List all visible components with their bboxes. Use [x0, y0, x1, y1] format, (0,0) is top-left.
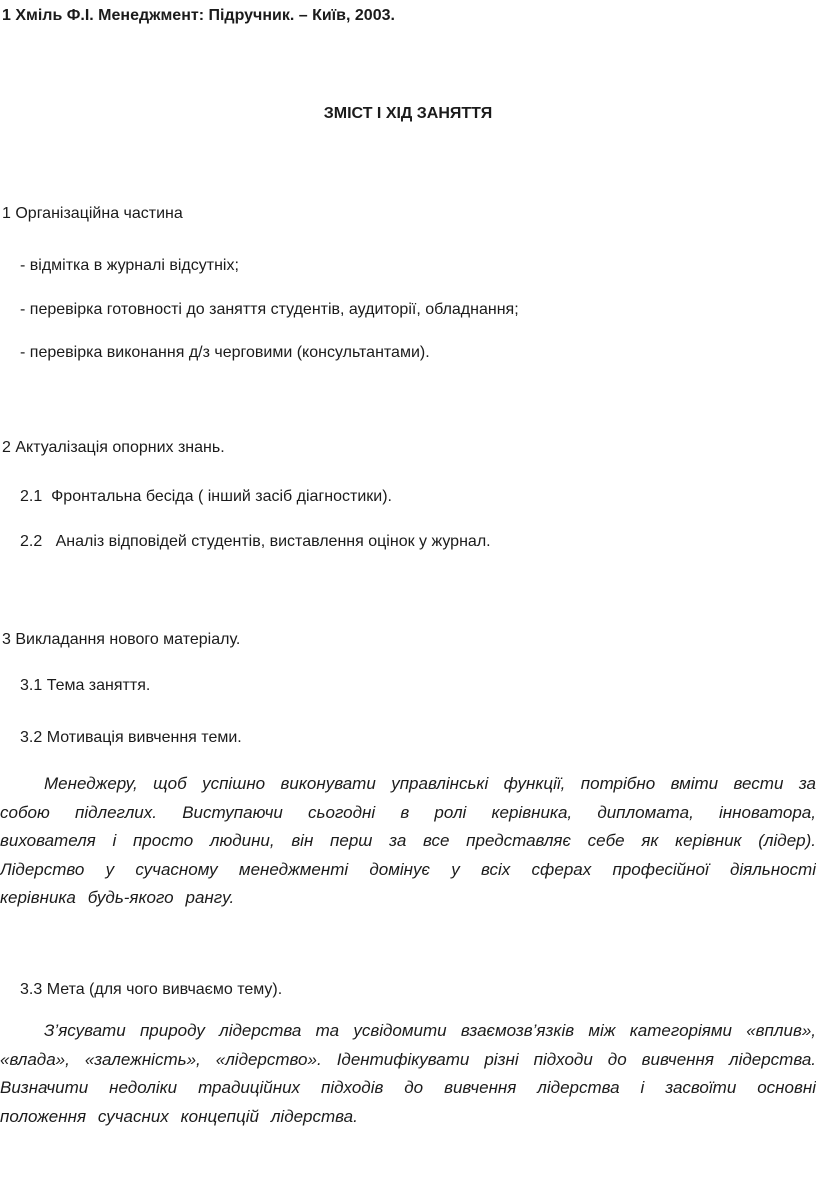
section-1-item: - перевірка готовності до заняття студентів, аудиторії, обладнання;: [20, 301, 519, 318]
section-1-item: - відмітка в журналі відсутніх;: [20, 257, 239, 274]
section-3-subitem-3-1: 3.1 Тема заняття.: [20, 677, 151, 694]
motivation-paragraph: Менеджеру, щоб успішно виконувати управлінські функції, потрібно вміти вести за собою підлеглих. Виступаючи сьогодні в ролі керівника, дипломата, інноватора, вихователя і просто людини, він перш за все представляє себе як керівник (лідер). Лідерство у сучасному менеджменті домінує у всіх сферах професійної діяльності керівника будь-якого рангу.: [0, 774, 816, 907]
section-3-heading: 3 Викладання нового матеріалу.: [2, 631, 241, 648]
section-1-item: - перевірка виконання д/з черговими (консультантами).: [20, 344, 430, 361]
goal-paragraph: З’ясувати природу лідерства та усвідомити взаємозв’язків між категоріями «вплив», «влада», «залежність», «лідерство». Ідентифікувати різні підходи до вивчення лідерства. Визначити недоліки традиційних підходів до вивчення лідерства і засвоїти основні положення сучасних концепцій лідерства.: [0, 1021, 816, 1126]
reference-line: 1 Хміль Ф.І. Менеджмент: Підручник. – Київ, 2003.: [2, 7, 395, 24]
section-1-heading: 1 Організаційна частина: [2, 205, 183, 222]
section-2-item: 2.2 Аналіз відповідей студентів, виставлення оцінок у журнал.: [20, 533, 491, 550]
section-2-heading: 2 Актуалізація опорних знань.: [2, 439, 225, 456]
section-3-subitem-3-3: 3.3 Мета (для чого вивчаємо тему).: [20, 981, 283, 998]
document-title: ЗМІСТ І ХІД ЗАНЯТТЯ: [323, 105, 493, 122]
section-3-subitem-3-2: 3.2 Мотивація вивчення теми.: [20, 729, 242, 746]
section-2-item: 2.1 Фронтальна бесіда ( інший засіб діагностики).: [20, 488, 392, 505]
